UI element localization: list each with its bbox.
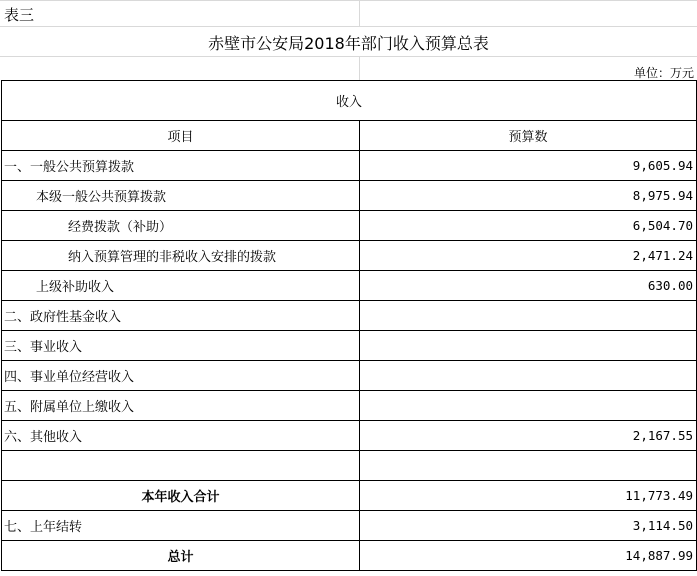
row-label: 本年收入合计 <box>2 481 360 511</box>
unit-label: 单位：万元 <box>633 65 694 80</box>
row-value <box>360 331 697 361</box>
row-value: 14,887.99 <box>360 541 697 571</box>
gridline <box>0 0 697 1</box>
row-label: 六、其他收入 <box>2 421 360 451</box>
row-value: 9,605.94 <box>360 151 697 181</box>
table-row <box>2 391 697 421</box>
gridline <box>0 56 697 57</box>
row-label: 三、事业收入 <box>2 331 360 361</box>
row-label: 本级一般公共预算拨款 <box>2 181 360 211</box>
table-row <box>2 271 697 301</box>
column-header-item: 项目 <box>2 121 360 151</box>
table-row <box>2 511 697 541</box>
table-row-total-year <box>2 481 697 511</box>
row-label: 总计 <box>2 541 360 571</box>
table-row <box>2 451 697 481</box>
row-value: 11,773.49 <box>360 481 697 511</box>
row-value <box>360 361 697 391</box>
table-row <box>2 181 697 211</box>
row-value: 2,167.55 <box>360 421 697 451</box>
row-label <box>2 451 360 481</box>
table-row <box>2 151 697 181</box>
column-header-amount: 预算数 <box>360 121 697 151</box>
table-row <box>2 361 697 391</box>
row-value <box>360 451 697 481</box>
table-row <box>2 241 697 271</box>
row-label: 五、附属单位上缴收入 <box>2 391 360 421</box>
budget-table <box>1 80 697 571</box>
row-value: 630.00 <box>360 271 697 301</box>
row-value: 3,114.50 <box>360 511 697 541</box>
gridline <box>359 56 360 80</box>
table-row <box>2 211 697 241</box>
gridline <box>359 0 360 27</box>
row-label: 二、政府性基金收入 <box>2 301 360 331</box>
section-header: 收入 <box>2 81 697 121</box>
row-value <box>360 391 697 421</box>
row-label: 四、事业单位经营收入 <box>2 361 360 391</box>
table-row <box>2 421 697 451</box>
sheet-label: 表三 <box>4 5 35 24</box>
row-label: 经费拨款（补助） <box>2 211 360 241</box>
gridline <box>0 26 697 27</box>
row-value: 2,471.24 <box>360 241 697 271</box>
row-label: 上级补助收入 <box>2 271 360 301</box>
table-row-grand-total <box>2 541 697 571</box>
row-value <box>360 301 697 331</box>
row-label: 纳入预算管理的非税收入安排的拨款 <box>2 241 360 271</box>
row-value: 6,504.70 <box>360 211 697 241</box>
row-label: 一、一般公共预算拨款 <box>2 151 360 181</box>
row-value: 8,975.94 <box>360 181 697 211</box>
table-row <box>2 331 697 361</box>
table-row <box>2 301 697 331</box>
page-title: 赤壁市公安局2018年部门收入预算总表 <box>208 33 489 53</box>
row-label: 七、上年结转 <box>2 511 360 541</box>
